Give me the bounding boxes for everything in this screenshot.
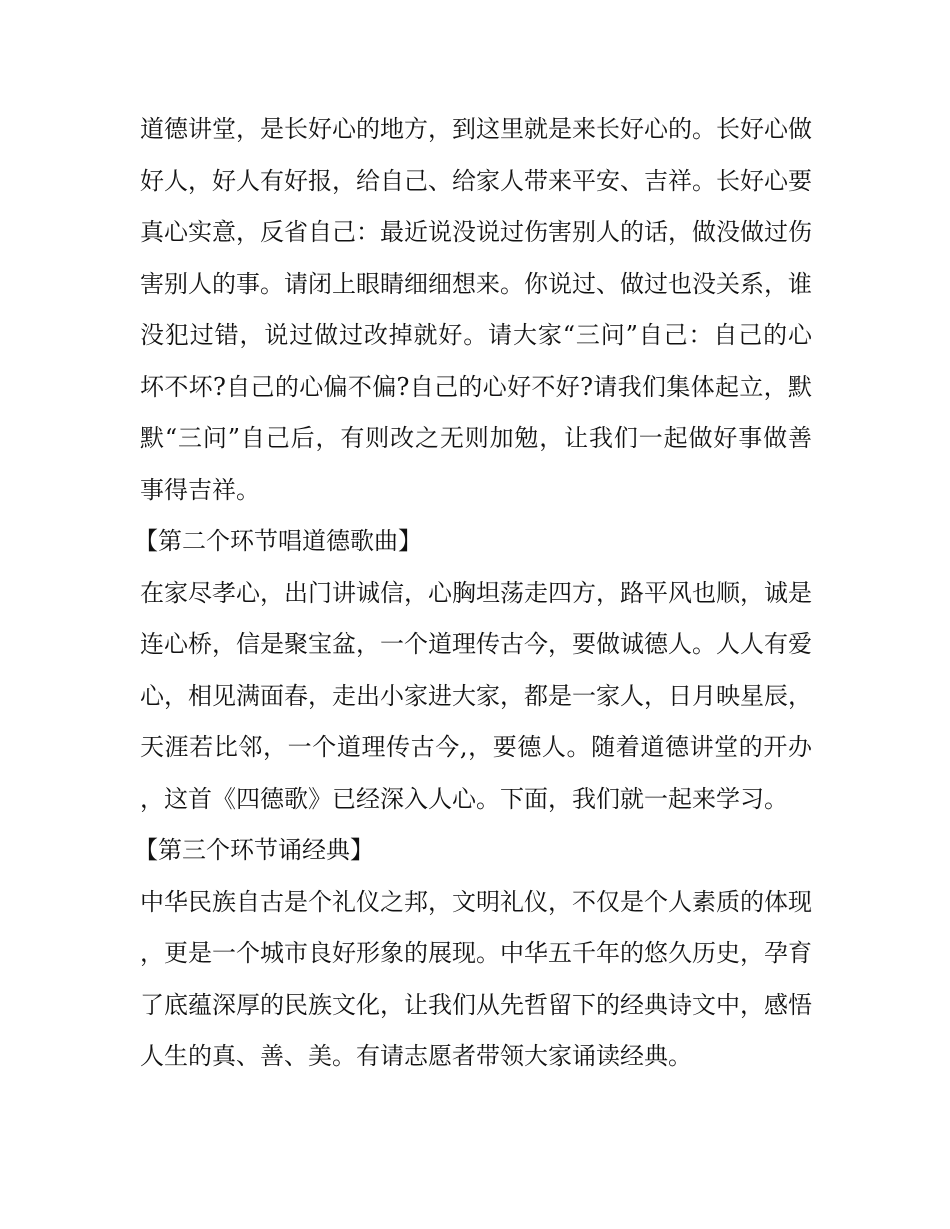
document-body: [134, 104, 812, 1083]
paragraph-four-virtues-song: 在家尽孝心，出门讲诚信，心胸坦荡走四方，路平风也顺，诚是连心桥，信是聚宝盆，一个道理传古今，要做诚德人。人人有爱心，相见满面春，走出小家进大家，都是一家人，日月映星辰，天涯若比邻，一个道理传古今,，要德人。随着道德讲堂的开办，这首《四德歌》已经深入人心。下面，我们就一起来学习。: [140, 578, 812, 813]
section-heading-recite-classics: 【第三个环节诵经典】: [134, 836, 374, 864]
paragraph-classics-recitation: 中华民族自古是个礼仪之邦，文明礼仪，不仅是个人素质的体现，更是一个城市良好形象的展现。中华五千年的悠久历史，孕育了底蕴深厚的民族文化，让我们从先哲留下的经典诗文中，感悟人生的真、善、美。有请志愿者带领大家诵读经典。: [140, 887, 812, 1070]
section-heading-sing-songs: 【第二个环节唱道德歌曲】: [134, 527, 422, 555]
paragraph-moral-reflection: 道德讲堂，是长好心的地方，到这里就是来长好心的。长好心做好人，好人有好报，给自己、给家人带来平安、吉祥。长好心要真心实意，反省自己：最近说没说过伤害别人的话，做没做过伤害别人的事。请闭上眼睛细细想来。你说过、做过也没关系，谁没犯过错，说过做过改掉就好。请大家“三问”自己：自己的心坏不坏?自己的心偏不偏?自己的心好不好?请我们集体起立，默默“三问”自己后，有则改之无则加勉，让我们一起做好事做善事得吉祥。: [140, 115, 812, 504]
